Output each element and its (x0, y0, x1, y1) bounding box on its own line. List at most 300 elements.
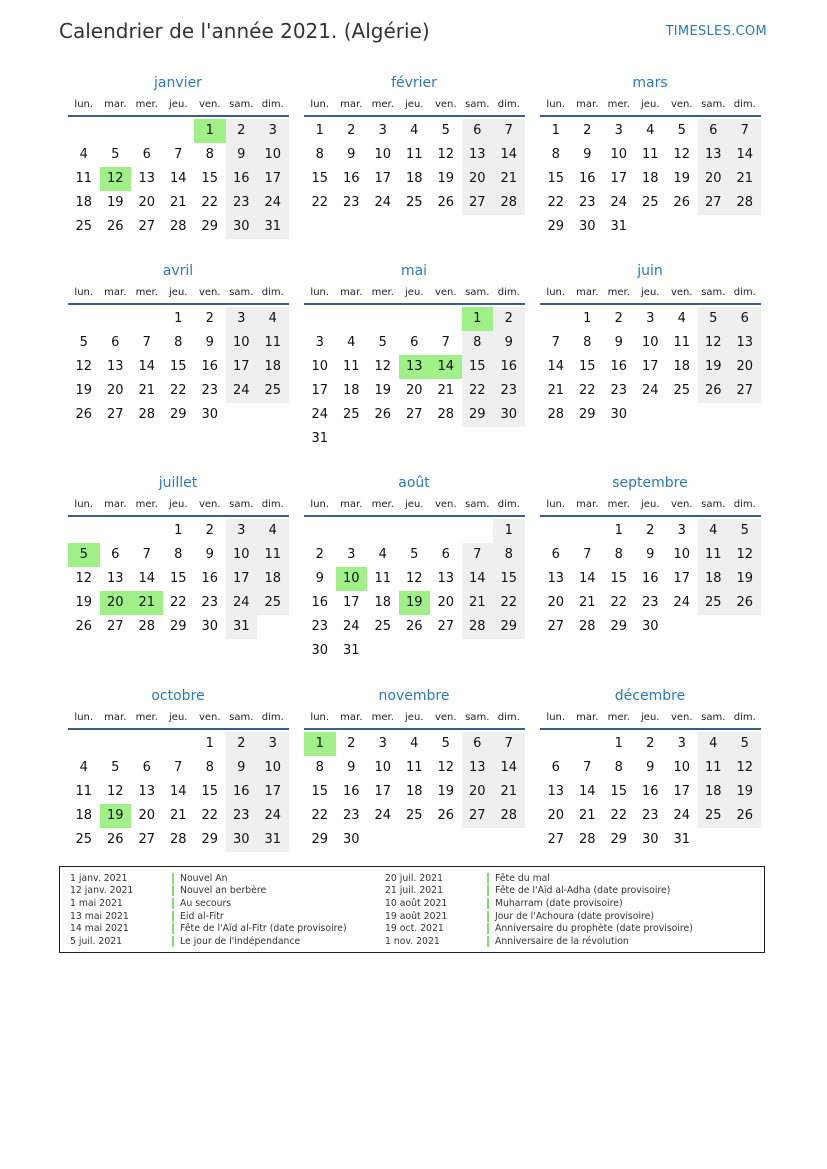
weekday-label: dim. (497, 99, 520, 110)
weekday-label: sam. (701, 499, 726, 510)
legend-date: 12 janv. 2021 (70, 885, 134, 897)
day-cell: 21 (578, 808, 596, 823)
day-cell: 4 (257, 307, 289, 331)
legend-row (375, 885, 693, 898)
day-cell: 3 (646, 311, 655, 326)
day-cell (399, 639, 431, 663)
day-cell (698, 828, 730, 852)
day-cell: 13 (698, 143, 730, 167)
day-cell: 18 (257, 355, 289, 379)
weekday-label: ven. (670, 99, 693, 110)
legend-name: Au secours (180, 897, 232, 909)
day-cell: 9 (315, 571, 324, 586)
weekday-label: jeu. (405, 712, 424, 723)
day-cell (336, 519, 368, 543)
holiday-day-cell: 1 (304, 732, 336, 756)
weekday-label: ven. (434, 287, 457, 298)
day-cell: 15 (610, 571, 628, 586)
day-cell: 1 (551, 123, 560, 138)
day-cell: 20 (106, 383, 124, 398)
day-cell: 17 (673, 571, 691, 586)
day-cell: 9 (646, 547, 655, 562)
day-cell: 15 (169, 359, 187, 374)
legend-name: Anniversaire du prophète (date provisoire) (495, 923, 693, 935)
day-cell: 22 (578, 383, 596, 398)
day-cell: 22 (201, 808, 219, 823)
weekday-label: jeu. (641, 499, 660, 510)
weekday-header (540, 495, 761, 517)
day-grid (68, 519, 289, 639)
day-cell (100, 307, 132, 331)
day-cell: 28 (578, 832, 596, 847)
day-cell (540, 307, 572, 331)
day-cell: 4 (698, 732, 730, 756)
day-cell: 27 (729, 379, 761, 403)
day-cell: 1 (583, 311, 592, 326)
day-cell: 18 (698, 567, 730, 591)
week-row (540, 307, 761, 331)
weekday-label: dim. (497, 287, 520, 298)
weekday-label: sam. (701, 287, 726, 298)
day-cell: 31 (257, 215, 289, 239)
weekday-label: mer. (607, 99, 630, 110)
weekday-label: jeu. (169, 99, 188, 110)
week-row (68, 615, 289, 639)
day-cell: 20 (547, 595, 565, 610)
week-row (68, 543, 289, 567)
day-cell (729, 828, 761, 852)
day-cell: 27 (106, 619, 124, 634)
day-cell: 31 (311, 431, 329, 446)
day-cell: 20 (462, 167, 494, 191)
day-cell: 6 (698, 119, 730, 143)
weekday-label: ven. (670, 712, 693, 723)
day-cell (462, 519, 494, 543)
day-cell (131, 732, 163, 756)
day-cell: 17 (311, 383, 329, 398)
day-cell: 4 (646, 123, 655, 138)
day-grid (304, 307, 525, 451)
week-row (540, 804, 761, 828)
day-cell: 22 (493, 591, 525, 615)
day-cell: 13 (547, 784, 565, 799)
day-cell: 30 (641, 832, 659, 847)
day-cell: 12 (729, 756, 761, 780)
day-cell: 26 (729, 804, 761, 828)
legend-date: 20 juil. 2021 (385, 872, 443, 884)
day-cell (131, 119, 163, 143)
day-cell: 16 (610, 359, 628, 374)
day-cell: 15 (578, 359, 596, 374)
day-cell: 20 (138, 195, 156, 210)
day-cell: 28 (169, 832, 187, 847)
day-cell: 8 (614, 547, 623, 562)
day-cell: 15 (462, 355, 494, 379)
day-cell: 19 (437, 171, 455, 186)
holiday-day-cell: 1 (462, 307, 494, 331)
day-cell: 6 (462, 732, 494, 756)
weekday-label: ven. (198, 287, 221, 298)
day-cell: 11 (342, 359, 360, 374)
day-cell: 21 (462, 591, 494, 615)
day-cell: 11 (641, 147, 659, 162)
day-cell: 19 (729, 567, 761, 591)
week-row (540, 119, 761, 143)
day-cell: 6 (441, 547, 450, 562)
day-cell (100, 119, 132, 143)
weekday-label: mar. (576, 287, 599, 298)
month-5 (539, 259, 761, 427)
day-cell (100, 732, 132, 756)
day-cell: 8 (462, 331, 494, 355)
day-cell: 22 (462, 379, 494, 403)
day-cell: 28 (462, 615, 494, 639)
day-grid (304, 732, 525, 852)
week-row (68, 780, 289, 804)
weekday-label: ven. (198, 712, 221, 723)
week-row (304, 119, 525, 143)
weekday-label: dim. (261, 499, 284, 510)
day-cell (131, 307, 163, 331)
week-row (540, 167, 761, 191)
week-row (304, 732, 525, 756)
day-cell: 12 (729, 543, 761, 567)
legend-name: Anniversaire de la révolution (495, 935, 629, 947)
day-cell: 18 (405, 171, 423, 186)
day-cell: 22 (311, 808, 329, 823)
weekday-label: dim. (261, 99, 284, 110)
day-cell: 1 (315, 123, 324, 138)
day-cell: 8 (493, 543, 525, 567)
day-cell: 8 (205, 147, 214, 162)
legend-marker (487, 885, 489, 896)
month-1 (303, 71, 525, 215)
day-cell: 15 (547, 171, 565, 186)
day-cell: 23 (578, 195, 596, 210)
week-row (540, 519, 761, 543)
day-cell: 27 (547, 619, 565, 634)
day-cell: 26 (75, 407, 93, 422)
weekday-label: jeu. (641, 99, 660, 110)
day-cell: 23 (641, 595, 659, 610)
day-cell: 23 (493, 379, 525, 403)
day-cell: 27 (462, 191, 494, 215)
month-name: février (391, 75, 437, 91)
weekday-label: mer. (607, 499, 630, 510)
day-cell (493, 828, 525, 852)
legend-name: Muharram (date provisoire) (495, 897, 623, 909)
day-cell: 14 (138, 359, 156, 374)
month-9 (67, 684, 289, 852)
day-cell: 4 (257, 519, 289, 543)
day-cell: 11 (673, 335, 691, 350)
day-cell: 24 (226, 379, 258, 403)
day-cell: 23 (641, 808, 659, 823)
day-cell: 12 (106, 784, 124, 799)
day-cell (399, 828, 431, 852)
weekday-header (540, 95, 761, 117)
legend-marker (172, 923, 174, 934)
weekday-label: jeu. (405, 99, 424, 110)
day-cell: 8 (174, 547, 183, 562)
day-cell: 1 (174, 311, 183, 326)
legend-date: 1 janv. 2021 (70, 872, 128, 884)
weekday-label: lun. (310, 712, 330, 723)
day-cell (493, 427, 525, 451)
day-cell: 2 (347, 736, 356, 751)
day-cell (100, 519, 132, 543)
day-cell (226, 403, 258, 427)
day-cell (493, 639, 525, 663)
legend-date: 5 juil. 2021 (70, 935, 123, 947)
weekday-header (68, 283, 289, 305)
day-cell: 29 (462, 403, 494, 427)
day-cell: 17 (226, 355, 258, 379)
day-cell: 15 (169, 571, 187, 586)
day-cell: 30 (201, 619, 219, 634)
day-cell: 7 (493, 732, 525, 756)
weekday-label: mer. (135, 499, 158, 510)
day-cell: 23 (311, 619, 329, 634)
legend-marker (487, 873, 489, 884)
day-cell: 4 (79, 147, 88, 162)
week-row (304, 639, 525, 663)
day-cell: 27 (698, 191, 730, 215)
day-grid (540, 119, 761, 239)
holiday-day-cell: 14 (430, 355, 462, 379)
week-row (68, 403, 289, 427)
day-cell (462, 828, 494, 852)
week-row (304, 331, 525, 355)
week-row (304, 403, 525, 427)
day-cell: 7 (462, 543, 494, 567)
day-cell: 2 (614, 311, 623, 326)
weekday-label: jeu. (169, 287, 188, 298)
day-cell: 13 (106, 571, 124, 586)
day-cell: 24 (610, 195, 628, 210)
weekday-label: dim. (261, 712, 284, 723)
day-cell: 26 (673, 195, 691, 210)
week-row (68, 828, 289, 852)
weekday-label: lun. (74, 499, 94, 510)
weekday-label: lun. (546, 712, 566, 723)
day-cell: 16 (311, 595, 329, 610)
day-cell: 23 (342, 195, 360, 210)
weekday-label: sam. (229, 499, 254, 510)
day-cell: 6 (111, 335, 120, 350)
day-cell (257, 615, 289, 639)
day-cell: 22 (547, 195, 565, 210)
day-cell: 6 (111, 547, 120, 562)
day-cell: 10 (226, 331, 258, 355)
weekday-label: mar. (576, 499, 599, 510)
day-cell: 14 (547, 359, 565, 374)
day-cell: 25 (673, 383, 691, 398)
day-cell: 6 (551, 760, 560, 775)
day-cell: 3 (677, 736, 686, 751)
day-cell: 19 (374, 383, 392, 398)
week-row (540, 780, 761, 804)
day-cell: 5 (441, 736, 450, 751)
day-cell: 6 (142, 760, 151, 775)
weekday-label: mer. (135, 99, 158, 110)
month-name: décembre (614, 688, 686, 704)
legend-name: Nouvel an berbère (180, 885, 267, 897)
day-cell: 23 (342, 808, 360, 823)
week-row (68, 567, 289, 591)
day-cell: 24 (311, 407, 329, 422)
legend-date: 1 mai 2021 (70, 897, 123, 909)
day-cell: 30 (342, 832, 360, 847)
day-cell: 11 (75, 171, 93, 186)
day-cell: 12 (405, 571, 423, 586)
week-row (540, 215, 761, 239)
weekday-label: mar. (104, 499, 127, 510)
day-cell: 28 (729, 191, 761, 215)
week-row (68, 307, 289, 331)
day-cell: 18 (673, 359, 691, 374)
day-cell: 17 (226, 567, 258, 591)
month-8 (539, 471, 761, 639)
legend-name: Fête de l'Aïd al-Adha (date provisoire) (495, 885, 671, 897)
day-cell: 21 (169, 195, 187, 210)
day-cell: 6 (142, 147, 151, 162)
day-cell (257, 403, 289, 427)
holiday-day-cell: 20 (100, 591, 132, 615)
day-cell: 2 (226, 119, 258, 143)
week-row (540, 379, 761, 403)
day-cell: 14 (462, 567, 494, 591)
day-cell: 7 (583, 760, 592, 775)
day-cell: 9 (226, 143, 258, 167)
day-cell: 17 (257, 780, 289, 804)
day-cell: 27 (106, 407, 124, 422)
day-cell: 26 (106, 219, 124, 234)
day-grid (68, 307, 289, 427)
day-cell: 8 (174, 335, 183, 350)
day-cell: 18 (698, 780, 730, 804)
day-cell: 20 (437, 595, 455, 610)
day-cell: 31 (610, 219, 628, 234)
legend-name: Nouvel An (180, 872, 228, 884)
week-row (304, 519, 525, 543)
legend-row (60, 935, 347, 948)
weekday-label: jeu. (405, 499, 424, 510)
day-cell: 5 (698, 307, 730, 331)
day-cell: 9 (493, 331, 525, 355)
day-cell: 2 (646, 523, 655, 538)
day-cell: 9 (347, 147, 356, 162)
weekday-label: mar. (340, 712, 363, 723)
day-cell: 24 (374, 195, 392, 210)
legend-date: 21 juil. 2021 (385, 885, 443, 897)
day-cell: 3 (257, 732, 289, 756)
day-cell: 7 (174, 147, 183, 162)
day-cell (68, 519, 100, 543)
weekday-label: mer. (371, 287, 394, 298)
week-row (540, 732, 761, 756)
week-row (304, 143, 525, 167)
week-row (540, 191, 761, 215)
day-cell: 25 (257, 591, 289, 615)
day-cell: 8 (551, 147, 560, 162)
day-cell (399, 307, 431, 331)
weekday-label: sam. (701, 712, 726, 723)
day-cell: 21 (437, 383, 455, 398)
day-cell: 23 (226, 804, 258, 828)
weekday-label: dim. (733, 712, 756, 723)
day-cell (304, 307, 336, 331)
day-cell: 21 (578, 595, 596, 610)
week-row (540, 403, 761, 427)
legend-row (60, 872, 347, 885)
weekday-label: dim. (497, 499, 520, 510)
day-cell: 26 (698, 379, 730, 403)
day-cell: 16 (226, 780, 258, 804)
day-cell: 19 (673, 171, 691, 186)
day-cell (430, 307, 462, 331)
day-cell: 25 (405, 195, 423, 210)
day-cell: 29 (201, 219, 219, 234)
month-7 (303, 471, 525, 663)
brand-link[interactable]: TIMESLES.COM (665, 24, 767, 39)
day-cell: 14 (169, 171, 187, 186)
week-row (304, 379, 525, 403)
legend-marker (487, 911, 489, 922)
day-cell: 20 (698, 167, 730, 191)
day-cell: 22 (311, 195, 329, 210)
day-cell: 9 (205, 335, 214, 350)
day-cell: 13 (138, 171, 156, 186)
day-cell: 9 (583, 147, 592, 162)
day-cell: 9 (205, 547, 214, 562)
week-row (304, 804, 525, 828)
day-cell: 19 (698, 355, 730, 379)
legend-marker (487, 898, 489, 909)
page-title: Calendrier de l'année 2021. (Algérie) (59, 19, 430, 43)
day-cell: 12 (374, 359, 392, 374)
day-cell: 12 (75, 571, 93, 586)
day-cell: 17 (673, 784, 691, 799)
weekday-label: mer. (371, 499, 394, 510)
day-cell: 30 (226, 828, 258, 852)
legend-name: Fête de l'Aïd al-Fitr (date provisoire) (180, 923, 347, 935)
day-cell: 16 (493, 355, 525, 379)
week-row (304, 567, 525, 591)
weekday-label: ven. (198, 99, 221, 110)
day-cell: 11 (374, 571, 392, 586)
week-row (68, 355, 289, 379)
day-cell: 2 (205, 523, 214, 538)
day-cell: 29 (201, 832, 219, 847)
weekday-header (540, 708, 761, 730)
day-cell: 10 (641, 335, 659, 350)
weekday-label: sam. (229, 99, 254, 110)
week-row (68, 379, 289, 403)
weekday-header (68, 95, 289, 117)
day-cell: 4 (410, 736, 419, 751)
week-row (68, 804, 289, 828)
day-cell (666, 615, 698, 639)
weekday-label: jeu. (641, 287, 660, 298)
legend-marker (487, 936, 489, 947)
week-row (68, 119, 289, 143)
week-row (68, 591, 289, 615)
weekday-label: sam. (701, 99, 726, 110)
week-row (68, 143, 289, 167)
day-cell (367, 519, 399, 543)
day-cell: 22 (610, 595, 628, 610)
